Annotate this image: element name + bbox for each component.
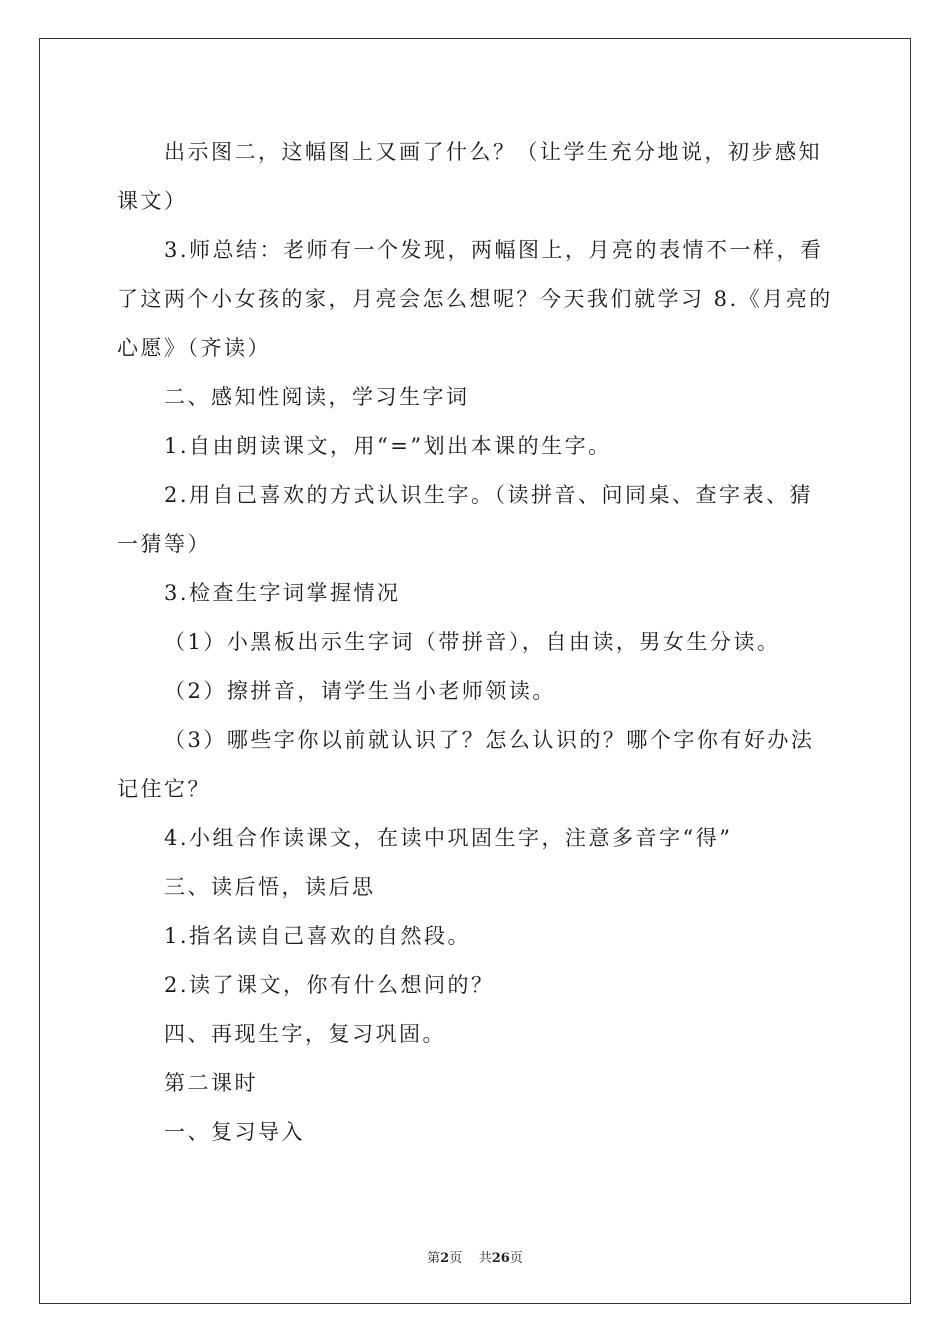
document-body (117, 128, 833, 1157)
paragraph-5: 2.用自己喜欢的方式认识生字。（读拼音、问同桌、查字表、猜一猜等） (117, 483, 814, 556)
paragraph-1: 出示图二，这幅图上又画了什么？（让学生充分地说，初步感知课文） (117, 140, 822, 213)
total-pages: 26 (491, 1251, 510, 1266)
total-suffix: 页 (509, 1251, 523, 1266)
page-suffix: 页 (449, 1251, 463, 1266)
page-number: 2 (440, 1251, 450, 1266)
paragraph-4: 1.自由朗读课文，用“=”划出本课的生字。 (164, 434, 612, 458)
section-heading-3: 三、读后悟，读后思 (164, 875, 376, 899)
total-prefix: 共 (478, 1251, 492, 1266)
paragraph-10: 4.小组合作读课文，在读中巩固生字，注意多音字“得” (164, 826, 733, 850)
paragraph-9: （3）哪些字你以前就认识了？怎么认识的？哪个字你有好办法记住它？ (117, 728, 815, 801)
paragraph-6: 3.检查生字词掌握情况 (164, 581, 401, 605)
paragraph-13: 2.读了课文，你有什么想问的？ (164, 973, 495, 997)
page-footer (0, 1247, 950, 1266)
page-prefix: 第 (427, 1251, 441, 1266)
paragraph-8: （2）擦拼音，请学生当小老师领读。 (164, 679, 556, 703)
paragraph-7: （1）小黑板出示生字词（带拼音），自由读，男女生分读。 (164, 630, 781, 654)
lesson-heading: 第二课时 (164, 1071, 258, 1095)
section-heading-1: 一、复习导入 (164, 1120, 305, 1144)
section-heading-2: 二、感知性阅读，学习生字词 (164, 385, 470, 409)
paragraph-2: 3.师总结：老师有一个发现，两幅图上，月亮的表情不一样，看了这两个小女孩的家，月亮会怎么想呢？今天我们就学习 8.《月亮的心愿》（齐读） (117, 238, 833, 360)
section-heading-4: 四、再现生字，复习巩固。 (164, 1022, 446, 1046)
paragraph-12: 1.指名读自己喜欢的自然段。 (164, 924, 472, 948)
